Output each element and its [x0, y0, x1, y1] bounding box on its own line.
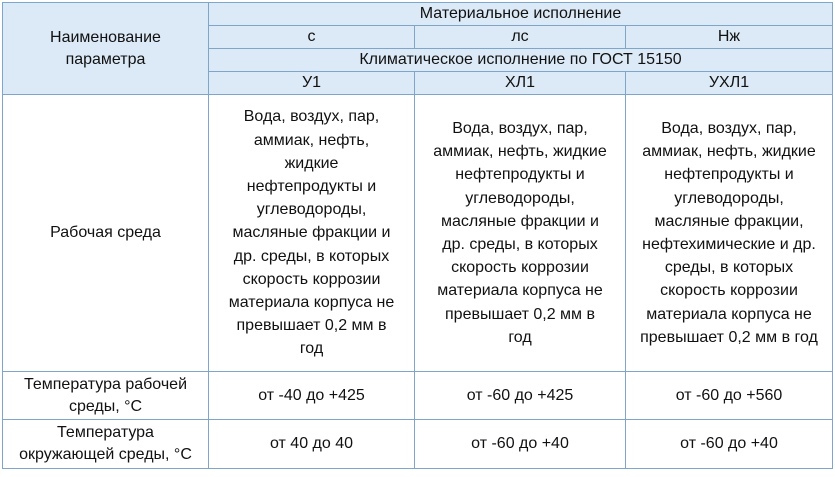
parameters-table	[2, 2, 833, 469]
material-c: с	[209, 26, 415, 49]
table-cell: Вода, воздух, пар, аммиак, нефть, жидкие нефтепродукты и углеводороды, масляные фракции, нефтехимические и др. среды, в которых скорость коррозии материала корпуса не превышает 0,2 мм в год	[626, 95, 833, 372]
table-cell: от 40 до 40	[209, 420, 415, 469]
row-label: Рабочая среда	[3, 95, 209, 372]
climate-u1: У1	[209, 72, 415, 95]
table-row	[3, 95, 833, 372]
material-ls: лс	[415, 26, 626, 49]
table-cell: Вода, воздух, пар, аммиак, нефть, жидкие нефтепродукты и углеводороды, масляные фракции и др. среды, в которых скорость коррозии материала корпуса не превышает 0,2 мм в год	[209, 95, 415, 372]
table-cell: от -60 до +40	[626, 420, 833, 469]
row-label: Температура окружающей среды, °С	[3, 420, 209, 469]
row-label: Температура рабочей среды, °С	[3, 372, 209, 420]
climate-hl1: ХЛ1	[415, 72, 626, 95]
table-cell: от -40 до +425	[209, 372, 415, 420]
material-nzh: Нж	[626, 26, 833, 49]
table-cell: от -60 до +40	[415, 420, 626, 469]
climate-title: Климатическое исполнение по ГОСТ 15150	[209, 49, 833, 72]
table-row	[3, 372, 833, 420]
table-cell: от -60 до +560	[626, 372, 833, 420]
table-cell: Вода, воздух, пар, аммиак, нефть, жидкие нефтепродукты и углеводороды, масляные фракции и др. среды, в которых скорость коррозии материала корпуса не превышает 0,2 мм в год	[415, 95, 626, 372]
table-cell: от -60 до +425	[415, 372, 626, 420]
material-title: Материальное исполнение	[209, 3, 833, 26]
climate-uhl1: УХЛ1	[626, 72, 833, 95]
param-name-header: Наименование параметра	[3, 3, 209, 95]
table-row	[3, 420, 833, 469]
